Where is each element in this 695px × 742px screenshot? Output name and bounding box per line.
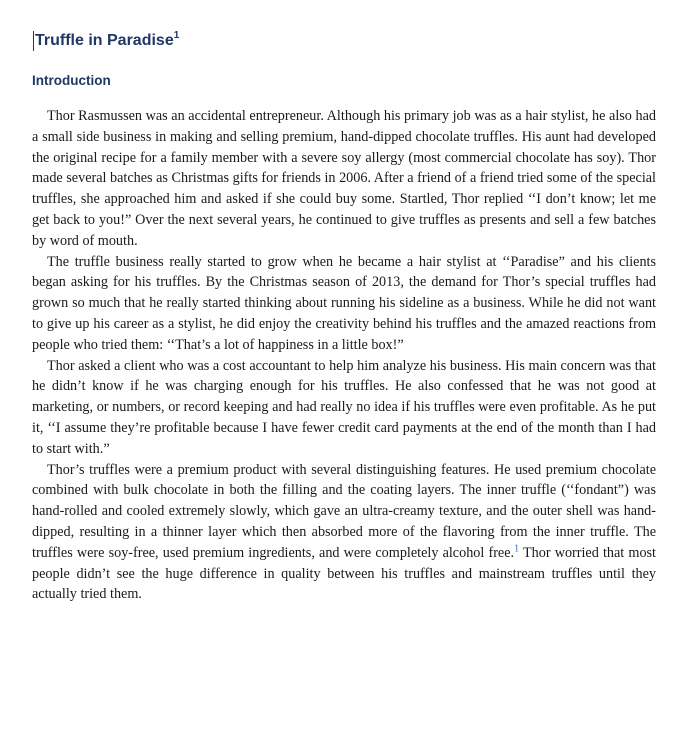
paragraph: Thor Rasmussen was an accidental entrepreneur. Although his primary job was as a hair stylist, he also had a small side business in making and selling premium, hand-dipped chocolate truffles. His aunt had developed the original recipe for a family member with a severe soy allergy (most commercial chocolate has soy). Thor made several batches as Christmas gifts for friends in 2006. After a friend of a friend tried some of the special truffles, she approached him and asked if she could buy some. Startled, Thor replied ‘‘I don’t know; let me get back to you!” Over the next several years, he continued to give truffles as presents and sell a few batches by word of mouth. <box>32 108 656 249</box>
footnote-reference[interactable]: 1 <box>514 543 520 554</box>
document-title <box>33 31 179 51</box>
paragraph-text: Thor’s truffles were a premium product with several distinguishing features. He used premium chocolate combined with bulk chocolate in both the filling and the coating layers. The inner truffle (‘‘fondant”) was hand-rolled and cooled extremely slowly, which gave an ultra-creamy texture, and the outer shell was hand-dipped, resulting in a thinner layer which then absorbed more of the flavoring from the inner truffle. The truffles were soy-free, used premium ingredients, and were completely alcohol free. <box>32 461 656 561</box>
document-body <box>32 106 656 605</box>
title-footnote-mark[interactable]: 1 <box>173 29 180 41</box>
paragraph-text: Thor worried that most people didn’t see the huge difference in quality between his truffles and mainstream truffles until they actually tried them. <box>32 544 656 603</box>
paragraph: Thor asked a client who was a cost accountant to help him analyze his business. His main concern was that he didn’t know if he was charging enough for his truffles. He also confessed that he was not good at marketing, or numbers, or record keeping and had really no idea if his truffles were even profitable. As he put it, ‘‘I assume they’re profitable because I have fewer credit card payments at the end of the month than I had to start with.” <box>32 357 656 457</box>
section-heading: Introduction <box>32 73 111 88</box>
title-text: Truffle in Paradise <box>35 32 174 49</box>
paragraph: The truffle business really started to grow when he became a hair stylist at ‘‘Paradise” and his clients began asking for his truffles. By the Christmas season of 2013, the demand for Thor’s special truffles had grown so much that he really started thinking about running his sideline as a business. While he did not want to give up his career as a stylist, he did enjoy the creativity behind his truffles and the amazed reactions from people who tried them: ‘‘That’s a lot of happiness in a little box!” <box>32 253 656 353</box>
paragraph <box>32 460 656 606</box>
